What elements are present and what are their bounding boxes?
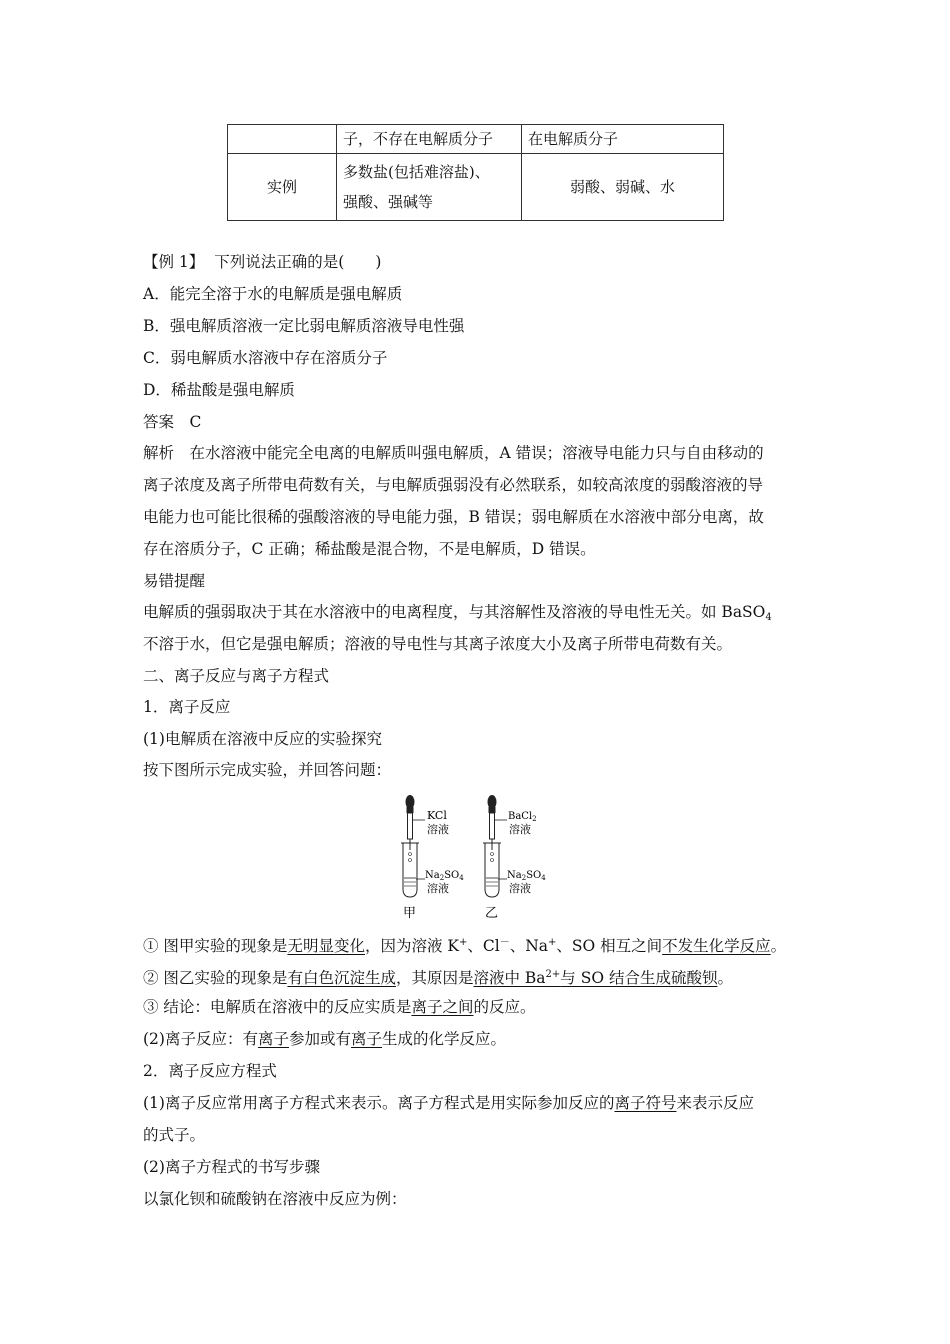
- fill-answer: 离子符号: [614, 1094, 677, 1112]
- right-tube-solution: 溶液: [509, 882, 531, 895]
- cell-line: 强酸、强碱等: [343, 193, 434, 211]
- fill-answer: 离子之间: [411, 998, 474, 1016]
- example-label: 【例 1】: [143, 253, 205, 271]
- left-tube-solution: 溶液: [427, 882, 449, 895]
- fill-answer: 离子: [257, 1030, 289, 1048]
- ionic-reaction-definition: (2)离子反应：有离子参加或有离子生成的化学反应。: [143, 1030, 507, 1048]
- left-tube-reagent: $Na_2SO_4$: [425, 870, 464, 882]
- section-heading: 二、离子反应与离子方程式: [143, 667, 330, 685]
- tip-line: [143, 602, 823, 628]
- definition-continuation: 的式子。: [143, 1126, 206, 1144]
- question-1: ① 图甲实验的现象是无明显变化，因为溶液 K+、Cl－、Na+、SO 相互之间不发生化学反应。: [143, 937, 787, 955]
- table-cell: [337, 154, 522, 221]
- fill-answer: 不发生化学反应: [662, 937, 771, 955]
- test-tube-right: [483, 843, 507, 897]
- table-cell: 弱酸、弱碱、水: [522, 154, 724, 221]
- tip-line: 不溶于水，但它是强电解质；溶液的导电性与其离子浓度大小及离子所带电荷数有关。: [143, 635, 733, 653]
- fill-answer: 离子: [351, 1030, 383, 1048]
- tip-title: 易错提醒: [143, 572, 206, 590]
- right-dropper-solution: 溶液: [509, 823, 531, 836]
- dropper-right: [488, 795, 508, 850]
- left-dropper-reagent: KCl: [427, 809, 447, 822]
- answer: 答案 C: [143, 413, 202, 431]
- label-yi: 乙: [485, 906, 499, 921]
- instruction: 按下图所示完成实验，并回答问题：: [143, 761, 392, 779]
- subscript: 4: [765, 612, 772, 623]
- electrolyte-comparison-table: [227, 124, 724, 221]
- right-tube-reagent: $Na_2SO_4$: [507, 870, 546, 882]
- table-row: [228, 125, 724, 154]
- dropper-left: [406, 795, 426, 850]
- ionic-equation-definition: (1)离子反应常用离子方程式来表示。离子方程式是用实际参加反应的离子符号来表示反应: [143, 1094, 754, 1112]
- question-2: ② 图乙实验的现象是有白色沉淀生成，其原因是溶液中 $Ba^{2+}$与 SO 结合生成硫酸钡。: [143, 969, 733, 987]
- table-cell: 子，不存在电解质分子: [337, 125, 522, 154]
- analysis-line: 解析 在水溶液中能完全电离的电解质叫强电解质，A 错误；溶液导电能力只与自由移动的: [143, 444, 764, 462]
- table-row: [228, 154, 724, 221]
- option-b: B．强电解质溶液一定比弱电解质溶液导电性强: [143, 317, 465, 335]
- example-intro: 以氯化钡和硫酸钠在溶液中反应为例：: [143, 1190, 407, 1208]
- table-cell: [228, 125, 337, 154]
- left-dropper-solution: 溶液: [427, 823, 449, 836]
- option-c: C．弱电解质水溶液中存在溶质分子: [143, 349, 388, 367]
- question-3: ③ 结论：电解质在溶液中的反应实质是离子之间的反应。: [143, 998, 536, 1016]
- option-a: A．能完全溶于水的电解质是强电解质: [143, 285, 403, 303]
- tip-text: 电解质的强弱取决于其在水溶液中的电离程度，与其溶解性及溶液的导电性无关。如 BaSO: [143, 603, 766, 621]
- example-title: [143, 252, 823, 272]
- test-tube-left: [401, 843, 425, 897]
- cell-line: 多数盐(包括难溶盐)、: [343, 163, 490, 181]
- label-jia: 甲: [403, 906, 417, 921]
- fill-answer: 溶液中 $Ba^{2+}$与 SO 结合生成硫酸钡: [473, 969, 718, 987]
- right-dropper-reagent: BaCl$_2$: [508, 811, 537, 823]
- table-cell: 在电解质分子: [522, 125, 724, 154]
- fill-answer: 无明显变化: [287, 937, 365, 955]
- example-question: 下列说法正确的是( ): [214, 253, 382, 271]
- experiment-figure: [395, 786, 565, 922]
- subsection-heading: (1)电解质在溶液中反应的实验探究: [143, 730, 382, 748]
- subsection-heading: 2．离子反应方程式: [143, 1062, 277, 1080]
- subsection-heading: 1．离子反应: [143, 698, 231, 716]
- analysis-line: 存在溶质分子，C 正确；稀盐酸是混合物，不是电解质，D 错误。: [143, 540, 596, 558]
- fill-answer: 有白色沉淀生成: [287, 969, 396, 987]
- subsection-heading: (2)离子方程式的书写步骤: [143, 1158, 320, 1176]
- analysis-line: 离子浓度及离子所带电荷数有关，与电解质强弱没有必然联系，如较高浓度的弱酸溶液的导: [143, 476, 764, 494]
- table-cell: 实例: [228, 154, 337, 221]
- analysis-line: 电能力也可能比很稀的强酸溶液的导电能力强，B 错误；弱电解质在水溶液中部分电离，故: [143, 508, 764, 526]
- option-d: D．稀盐酸是强电解质: [143, 381, 295, 399]
